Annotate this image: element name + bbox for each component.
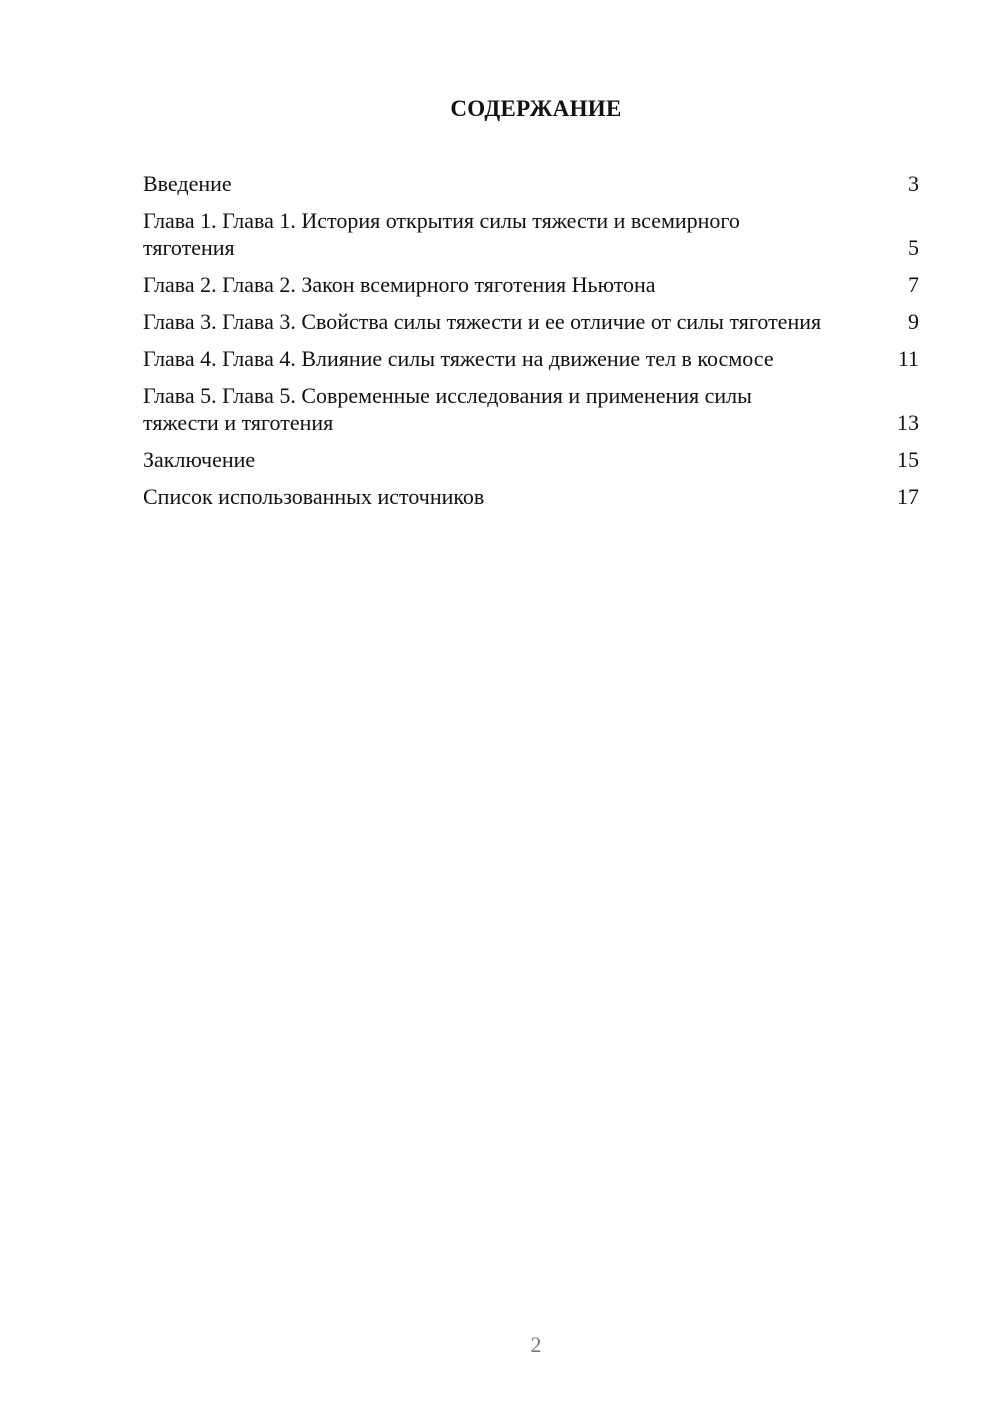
toc-entry-references[interactable] [143,483,919,510]
toc-entry-page: 17 [897,484,919,509]
toc-entry-page: 3 [908,171,919,196]
toc-entry-page: 13 [897,410,919,435]
toc-entry-title: Глава 2. Глава 2. Закон всемирного тяготения Ньютона [143,272,656,297]
toc-entry-chapter-1[interactable] [143,207,919,261]
page-title: СОДЕРЖАНИЕ [450,96,622,121]
toc-entry-page: 15 [897,447,919,472]
toc-entry-introduction[interactable] [143,170,919,197]
toc-entry-chapter-4[interactable] [143,345,919,372]
toc-entry-page: 7 [908,272,919,297]
toc-entry-page: 5 [908,235,919,260]
toc-entry-title: Глава 4. Глава 4. Влияние силы тяжести на движение тел в космосе [143,346,774,371]
page-number: 2 [530,1332,542,1357]
toc-entry-chapter-3[interactable] [143,308,919,335]
toc-entry-chapter-5[interactable] [143,382,919,436]
toc-entry-title: Глава 5. Глава 5. Современные исследования и применения силы тяжести и тяготения [143,383,752,435]
toc-entry-title: Заключение [143,447,256,472]
toc-entry-page: 9 [908,309,919,334]
toc-entry-title: Глава 3. Глава 3. Свойства силы тяжести и ее отличие от силы тяготения [143,309,822,334]
table-of-contents [143,170,919,520]
toc-entry-conclusion[interactable] [143,446,919,473]
toc-entry-chapter-2[interactable] [143,271,919,298]
toc-entry-title: Глава 1. Глава 1. История открытия силы тяжести и всемирного тяготения [143,208,740,260]
toc-entry-page: 11 [897,346,919,371]
toc-entry-title: Введение [143,171,232,196]
toc-entry-title: Список использованных источников [143,484,485,509]
